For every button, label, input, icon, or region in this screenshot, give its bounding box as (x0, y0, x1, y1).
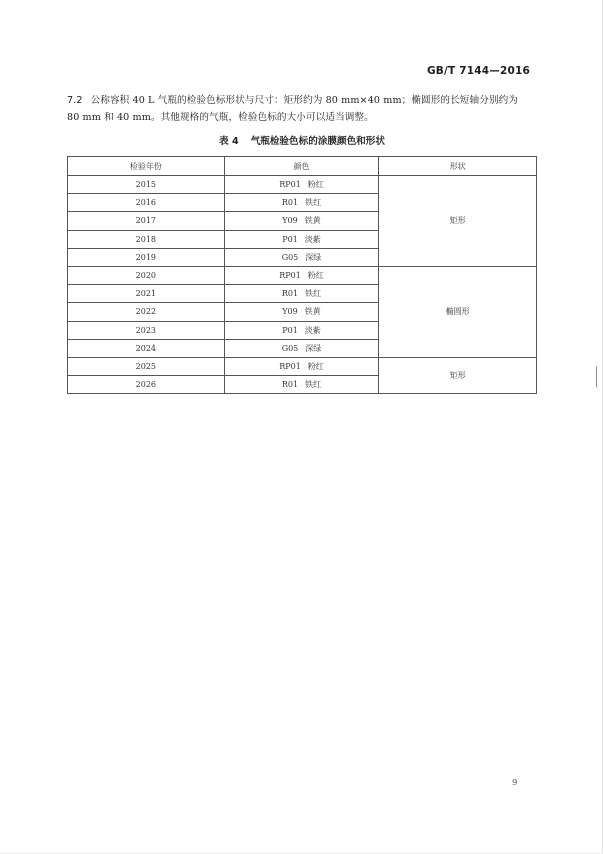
color-code: G05 (281, 252, 299, 262)
color-code: RP01 (279, 180, 301, 190)
year-cell: 2022 (68, 303, 225, 321)
color-name: 铁红 (305, 380, 322, 390)
paragraph-line-2: 80 mm 和 40 mm。其他规格的气瓶，检验色标的大小可以适当调整。 (67, 111, 374, 123)
color-cell (224, 176, 379, 194)
shape-cell: 矩形 (379, 357, 537, 393)
year-cell: 2019 (68, 248, 225, 266)
year-cell: 2021 (68, 285, 225, 303)
header-color: 颜色 (224, 157, 379, 176)
table-caption (67, 133, 537, 147)
color-name: 粉红 (307, 180, 324, 190)
color-cell (224, 248, 379, 266)
color-code: P01 (282, 325, 298, 335)
color-name: 铁红 (305, 289, 322, 299)
shape-cell: 椭圆形 (379, 266, 537, 357)
color-code: RP01 (279, 361, 301, 371)
section-7-2-paragraph (67, 93, 537, 126)
color-cell (224, 285, 379, 303)
paragraph-line-1 (67, 93, 537, 110)
color-cell (224, 357, 379, 375)
color-name: 粉红 (307, 271, 324, 281)
year-cell: 2023 (68, 321, 225, 339)
year-cell: 2018 (68, 230, 225, 248)
header-shape: 形状 (379, 157, 537, 176)
inspection-color-table (67, 156, 537, 394)
color-cell (224, 303, 379, 321)
color-name: 淡紫 (304, 234, 321, 244)
color-code: R01 (281, 289, 299, 299)
table-row (68, 266, 537, 284)
year-cell: 2017 (68, 212, 225, 230)
paragraph-text-1: 公称容积 40 L 气瓶的检验色标形状与尺寸：矩形约为 80 mm×40 mm；椭圆形的长短轴分别约为 (90, 95, 518, 106)
color-code: P01 (282, 234, 298, 244)
color-cell (224, 266, 379, 284)
section-number: 7.2 (67, 95, 83, 106)
table-header-row (68, 157, 537, 176)
color-name: 铁黄 (304, 307, 321, 317)
page-number: 9 (512, 778, 518, 788)
shape-cell: 矩形 (379, 176, 537, 267)
year-cell: 2025 (68, 357, 225, 375)
table-caption-label: 表 4 (219, 136, 239, 147)
color-name: 深绿 (305, 252, 322, 262)
year-cell: 2015 (68, 176, 225, 194)
year-cell: 2020 (68, 266, 225, 284)
color-cell (224, 321, 379, 339)
year-cell: 2026 (68, 376, 225, 394)
color-name: 铁红 (305, 198, 322, 208)
color-cell (224, 376, 379, 394)
color-cell (224, 194, 379, 212)
color-code: Y09 (282, 216, 298, 226)
document-number: GB/T 7144—2016 (426, 65, 530, 77)
color-name: 铁黄 (304, 216, 321, 226)
table-row (68, 176, 537, 194)
color-name: 淡紫 (304, 325, 321, 335)
scroll-edge-mark (596, 366, 600, 388)
color-cell (224, 230, 379, 248)
header-year: 检验年份 (68, 157, 225, 176)
color-code: R01 (281, 380, 299, 390)
color-name: 深绿 (305, 343, 322, 353)
color-code: R01 (281, 198, 299, 208)
color-code: RP01 (279, 271, 301, 281)
color-code: Y09 (282, 307, 298, 317)
color-cell (224, 212, 379, 230)
table-row (68, 357, 537, 375)
table-caption-title: 气瓶检验色标的涂膜颜色和形状 (250, 136, 385, 147)
year-cell: 2016 (68, 194, 225, 212)
color-code: G05 (281, 343, 299, 353)
color-name: 粉红 (307, 361, 324, 371)
color-cell (224, 339, 379, 357)
year-cell: 2024 (68, 339, 225, 357)
